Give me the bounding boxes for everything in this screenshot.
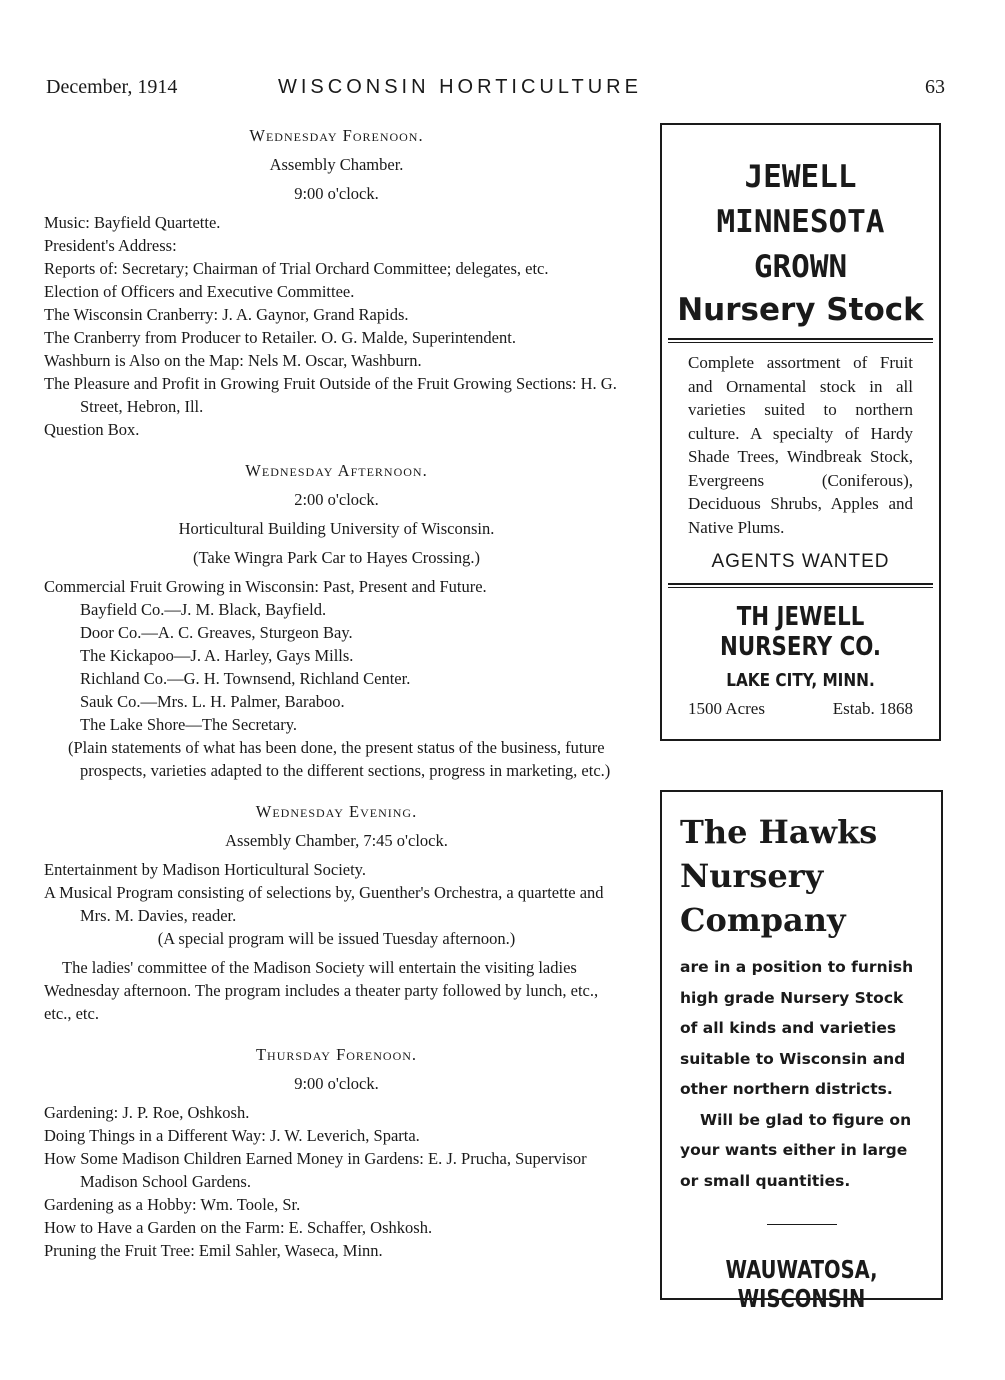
section-place: Horticultural Building University of Wisconsin. [178, 519, 495, 538]
ad-title-line: GROWN [753, 249, 848, 285]
section-directions: (Take Wingra Park Car to Hayes Crossing.) [192, 548, 481, 567]
ad-city: LAKE CITY, MINN. [726, 670, 875, 691]
program-item: How Some Madison Children Earned Money in Gardens: E. J. Prucha, Supervisor Madison School Gardens. [44, 1149, 587, 1191]
publication-title: WISCONSIN HORTICULTURE [278, 76, 642, 98]
speaker-item: Sauk Co.—Mrs. L. H. Palmer, Baraboo. [80, 692, 345, 711]
program-topic: Commercial Fruit Growing in Wisconsin: Past, Present and Future. [44, 577, 487, 596]
program-item: A Musical Program consisting of selections by, Guenther's Orchestra, a quartette and Mrs. M. Davies, reader. [44, 883, 604, 925]
jewell-nursery-ad [660, 123, 941, 741]
ad-title [662, 155, 939, 290]
page-number: 63 [925, 76, 945, 98]
ad-established: Estab. 1868 [832, 699, 913, 718]
ad-body-para: Will be glad to figure on your wants either in large or small quantities. [680, 1110, 912, 1190]
program-item: The Pleasure and Profit in Growing Fruit Outside of the Fruit Growing Sections: H. G. Street, Hebron, Ill. [44, 374, 617, 416]
ad-footer [662, 691, 939, 719]
ad-company: TH JEWELL NURSERY CO. [719, 602, 882, 662]
program-note: (A special program will be issued Tuesday afternoon.) [157, 929, 516, 948]
ad-title-line: JEWELL [744, 159, 857, 195]
divider [767, 1224, 837, 1225]
hawks-nursery-ad [660, 790, 943, 1313]
ad-agents: AGENTS WANTED [711, 551, 890, 572]
ad-title [662, 792, 941, 942]
section-time: 2:00 o'clock. [294, 490, 379, 509]
section-heading: Wednesday Afternoon. [245, 461, 428, 480]
section-heading: Wednesday Evening. [255, 802, 418, 821]
program-item: Entertainment by Madison Horticultural Society. [44, 860, 366, 879]
program-note: (Plain statements of what has been done, the present status of the business, future prospects, varieties adapted to the different sections, progress in marketing, etc.) [68, 738, 611, 780]
program-item: Gardening as a Hobby: Wm. Toole, Sr. [44, 1195, 301, 1214]
program-item: The Cranberry from Producer to Retailer. O. G. Malde, Superintendent. [44, 328, 516, 347]
speaker-item: Door Co.—A. C. Greaves, Sturgeon Bay. [80, 623, 353, 642]
ad-body [662, 942, 941, 1196]
divider [668, 583, 933, 588]
program-paragraph: The ladies' committee of the Madison Society will entertain the visiting ladies Wednesday afternoon. The program includes a theater party followed by lunch, etc., etc., etc. [44, 958, 599, 1023]
program-item: Pruning the Fruit Tree: Emil Sahler, Waseca, Minn. [44, 1241, 383, 1260]
speaker-item: Richland Co.—G. H. Townsend, Richland Center. [80, 669, 411, 688]
section-heading: Wednesday Forenoon. [249, 126, 424, 145]
ad-title-line: Company [680, 901, 846, 939]
program-item: Music: Bayfield Quartette. [44, 213, 221, 232]
section-time: 9:00 o'clock. [294, 184, 379, 203]
section-heading: Thursday Forenoon. [255, 1045, 418, 1064]
speaker-item: Bayfield Co.—J. M. Black, Bayfield. [80, 600, 327, 619]
ad-title-line: Nursery [680, 857, 824, 895]
speaker-item: The Kickapoo—J. A. Harley, Gays Mills. [80, 646, 354, 665]
program-item: Gardening: J. P. Roe, Oshkosh. [44, 1103, 250, 1122]
program-item: Washburn is Also on the Map: Nels M. Oscar, Washburn. [44, 351, 422, 370]
speaker-item: The Lake Shore—The Secretary. [80, 715, 297, 734]
ad-body: Complete assortment of Fruit and Ornamental stock in all varieties suited to northern culture. A specialty of Hardy Shade Trees, Windbreak Stock, Evergreens (Coniferous), Deciduous Shrubs, Apples and Native Plums. [688, 353, 913, 537]
ad-body-para: are in a position to furnish high grade Nursery Stock of all kinds and varieties suitable to Wisconsin and other northern districts. [680, 958, 914, 1098]
program-item: President's Address: [44, 236, 177, 255]
program-item: The Wisconsin Cranberry: J. A. Gaynor, Grand Rapids. [44, 305, 409, 324]
program-column [44, 122, 629, 1262]
program-item: Question Box. [44, 420, 140, 439]
issue-date: December, 1914 [46, 76, 178, 98]
section-place: Assembly Chamber, 7:45 o'clock. [225, 831, 448, 850]
ad-acres: 1500 Acres [688, 699, 765, 718]
ad-city: WAUWATOSA, WISCONSIN [725, 1255, 878, 1313]
program-item: Election of Officers and Executive Committee. [44, 282, 355, 301]
ad-subtitle: Nursery Stock [677, 292, 924, 328]
program-item: How to Have a Garden on the Farm: E. Schaffer, Oshkosh. [44, 1218, 433, 1237]
program-item: Reports of: Secretary; Chairman of Trial Orchard Committee; delegates, etc. [44, 259, 549, 278]
program-item: Doing Things in a Different Way: J. W. Leverich, Sparta. [44, 1126, 420, 1145]
section-place: Assembly Chamber. [269, 155, 404, 174]
ad-title-line: The Hawks [680, 813, 878, 851]
ad-title-line: MINNESOTA [716, 204, 885, 240]
section-time: 9:00 o'clock. [294, 1074, 379, 1093]
